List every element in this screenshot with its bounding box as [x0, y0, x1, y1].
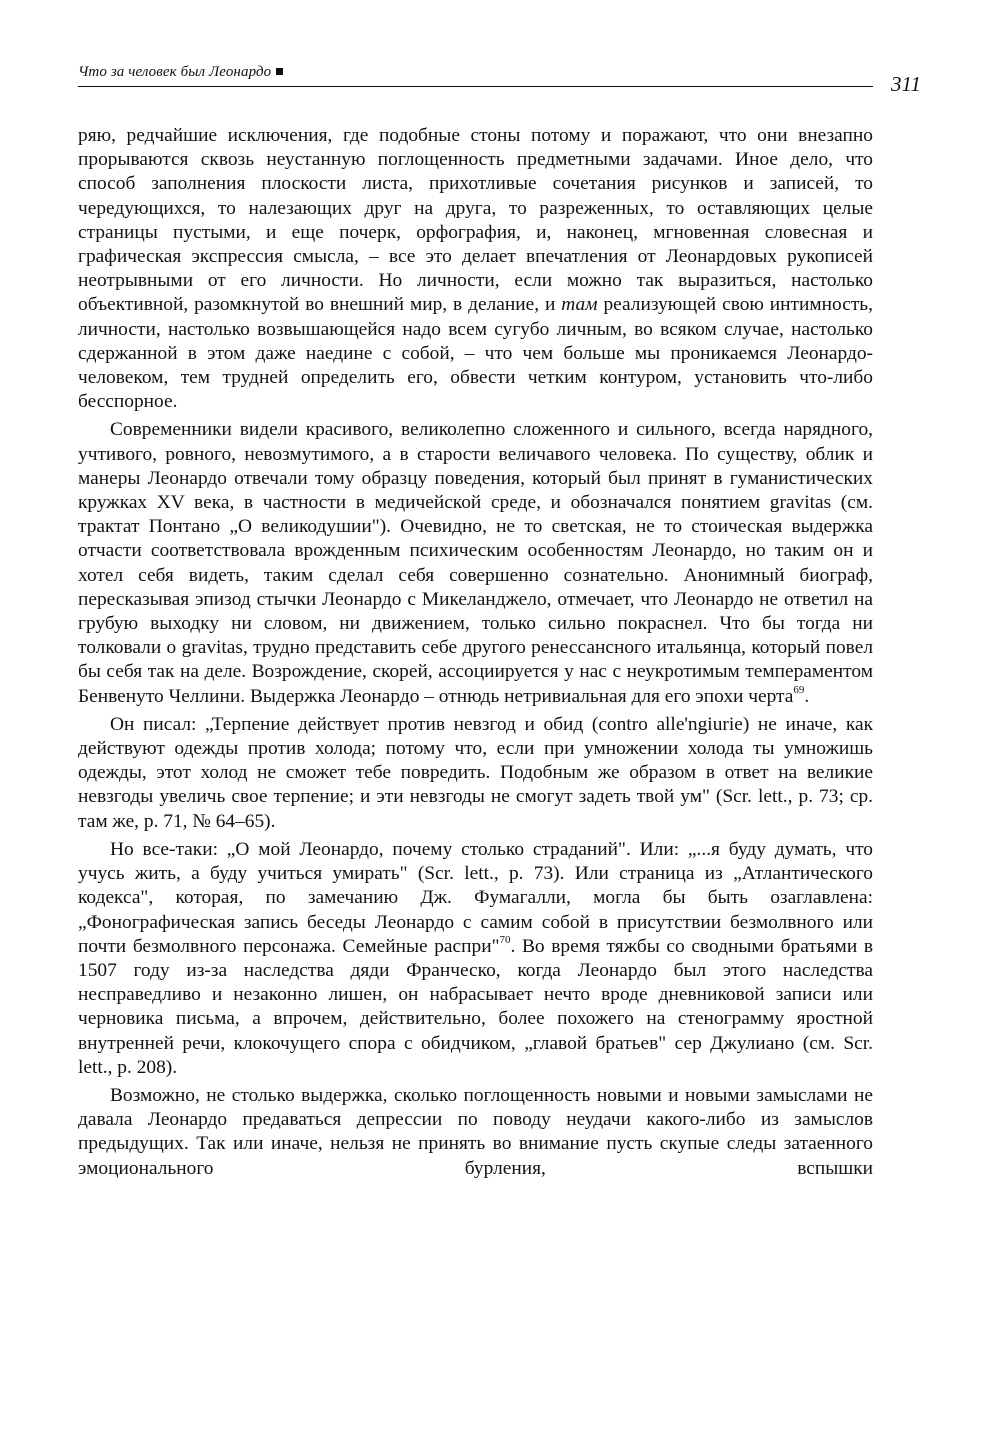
paragraph-4-text-after: . Во время тяжбы со сводными братьями в 1507 году из-за наследства дяди Франческо, когда Леонардо был этого наследства несправедливо и незаконно лишен, он набрасывает нечто вроде дневниковой записи или черновика письма, а впрочем, действительно, более похожего на стенограмму яростной внутренней речи, клокочущего спора с обидчиком, „главой братьев" сер Джулиано (см. Scr. lett., p. 208). [78, 935, 873, 1078]
running-header-title [78, 64, 283, 81]
paragraph-4 [78, 838, 873, 1080]
paragraph-3-text: Он писал: „Терпение действует против невзгод и обид (contro alle'ngiurie) не иначе, как действуют одежды против холода; потому что, если при умножении холода ты умножишь одежды, этот холод не сможет тебе повредить. Подобным же образом в ответ на великие невзгоды увеличь свое терпение; и эти невзгоды не смогут задеть твой ум" (Scr. lett., p. 73; ср. там же, p. 71, № 64–65). [78, 713, 873, 832]
paragraph-5 [78, 1084, 873, 1181]
paragraph-1-text-after: реализующей свою интимность, личности, настолько возвышающейся надо всем сугубо личным, во всяком случае, настолько сдержанной в этом даже наедине с собой, – что чем больше мы проникаемся Леонардо-человеком, тем трудней определить его, обвести четким контуром, установить что-либо бесспорное. [78, 294, 874, 413]
paragraph-2-text: Современники видели красивого, великолепно сложенного и сильного, всегда нарядного, учтивого, ровного, невозмутимого, а в старости величавого человека. По существу, облик и манеры Леонардо отвечали тому образцу поведения, который был принят в гуманистических кружках XV века, в частности в медичейской среде, и обозначался понятием gravitas (см. трактат Понтано „О великодушии"). Очевидно, не то светская, не то стоическая выдержка отчасти соответствовала врожденным психическим особенностям Леонардо, но таким он и хотел себя видеть, таким сделал себя совершенно сознательно. Анонимный биограф, пересказывая эпизод стычки Леонардо с Микеланджело, отмечает, что Леонардо не ответил на грубую выходку ни словом, ни движением, только сильно покраснел. Что бы тогда ни толковали о gravitas, трудно представить себе другого ренессансного итальянца, который повел бы себя так на деле. Возрождение, скорей, ассоциируется у нас с неукротимым темпераментом Бенвенуто Челлини. Выдержка Леонардо – отнюдь нетривиальная для его эпохи черта [78, 419, 873, 707]
paragraph-3 [78, 713, 873, 834]
paragraph-1 [78, 124, 873, 414]
footnote-ref-69[interactable]: 69 [793, 683, 805, 696]
paragraph-1-italic-word: там [561, 294, 598, 316]
body-text [78, 124, 873, 1185]
footnote-ref-70[interactable]: 70 [499, 933, 511, 946]
page-number: 311 [891, 72, 921, 96]
black-square-icon [276, 68, 283, 75]
paragraph-4-text: Но все-таки: „О мой Леонардо, почему столько страданий". Или: „...я буду думать, что учусь жить, а буду учиться умирать" (Scr. lett., p. 73). Или страница из „Атлантического кодекса", которая, по замечанию Дж. Фумагалли, могла бы быть озаглавлена: „Фонографическая запись беседы Леонардо с самим собой в присутствии безмолвного или почти безмолвного персонажа. Семейные распри" [78, 838, 873, 957]
running-header-title-text: Что за человек был Леонардо [78, 64, 272, 80]
paragraph-2 [78, 418, 873, 708]
paragraph-5-text: Возможно, не столько выдержка, сколько поглощенность новыми и новыми замыслами не давала Леонардо предаваться депрессии по поводу неудачи какого-либо из замыслов предыдущих. Так или иначе, нельзя не принять во внимание пусть скупые следы затаенного эмоционального бурления, вспышки [78, 1084, 873, 1179]
paragraph-2-text-after: . [804, 685, 810, 707]
header-rule [78, 86, 873, 87]
paragraph-1-text: ряю, редчайшие исключения, где подобные стоны потому и поражают, что они внезапно прорываются сквозь неустанную поглощенность предметными задачами. Иное дело, что способ заполнения плоскости листа, прихотливые сочетания рисунков и записей, то чередующихся, то налезающих друг на друга, то разреженных, то оставляющих целые страницы пустыми, и еще почерк, орфография, и, наконец, мгновенная словесная и графическая экспрессия смысла, – все это делает впечатления от Леонардовых рукописей неотрывными от его личности. Но личности, если можно так выразиться, настолько объективной, разомкнутой во внешний мир, в делание, и [78, 125, 873, 316]
running-header [78, 60, 921, 94]
